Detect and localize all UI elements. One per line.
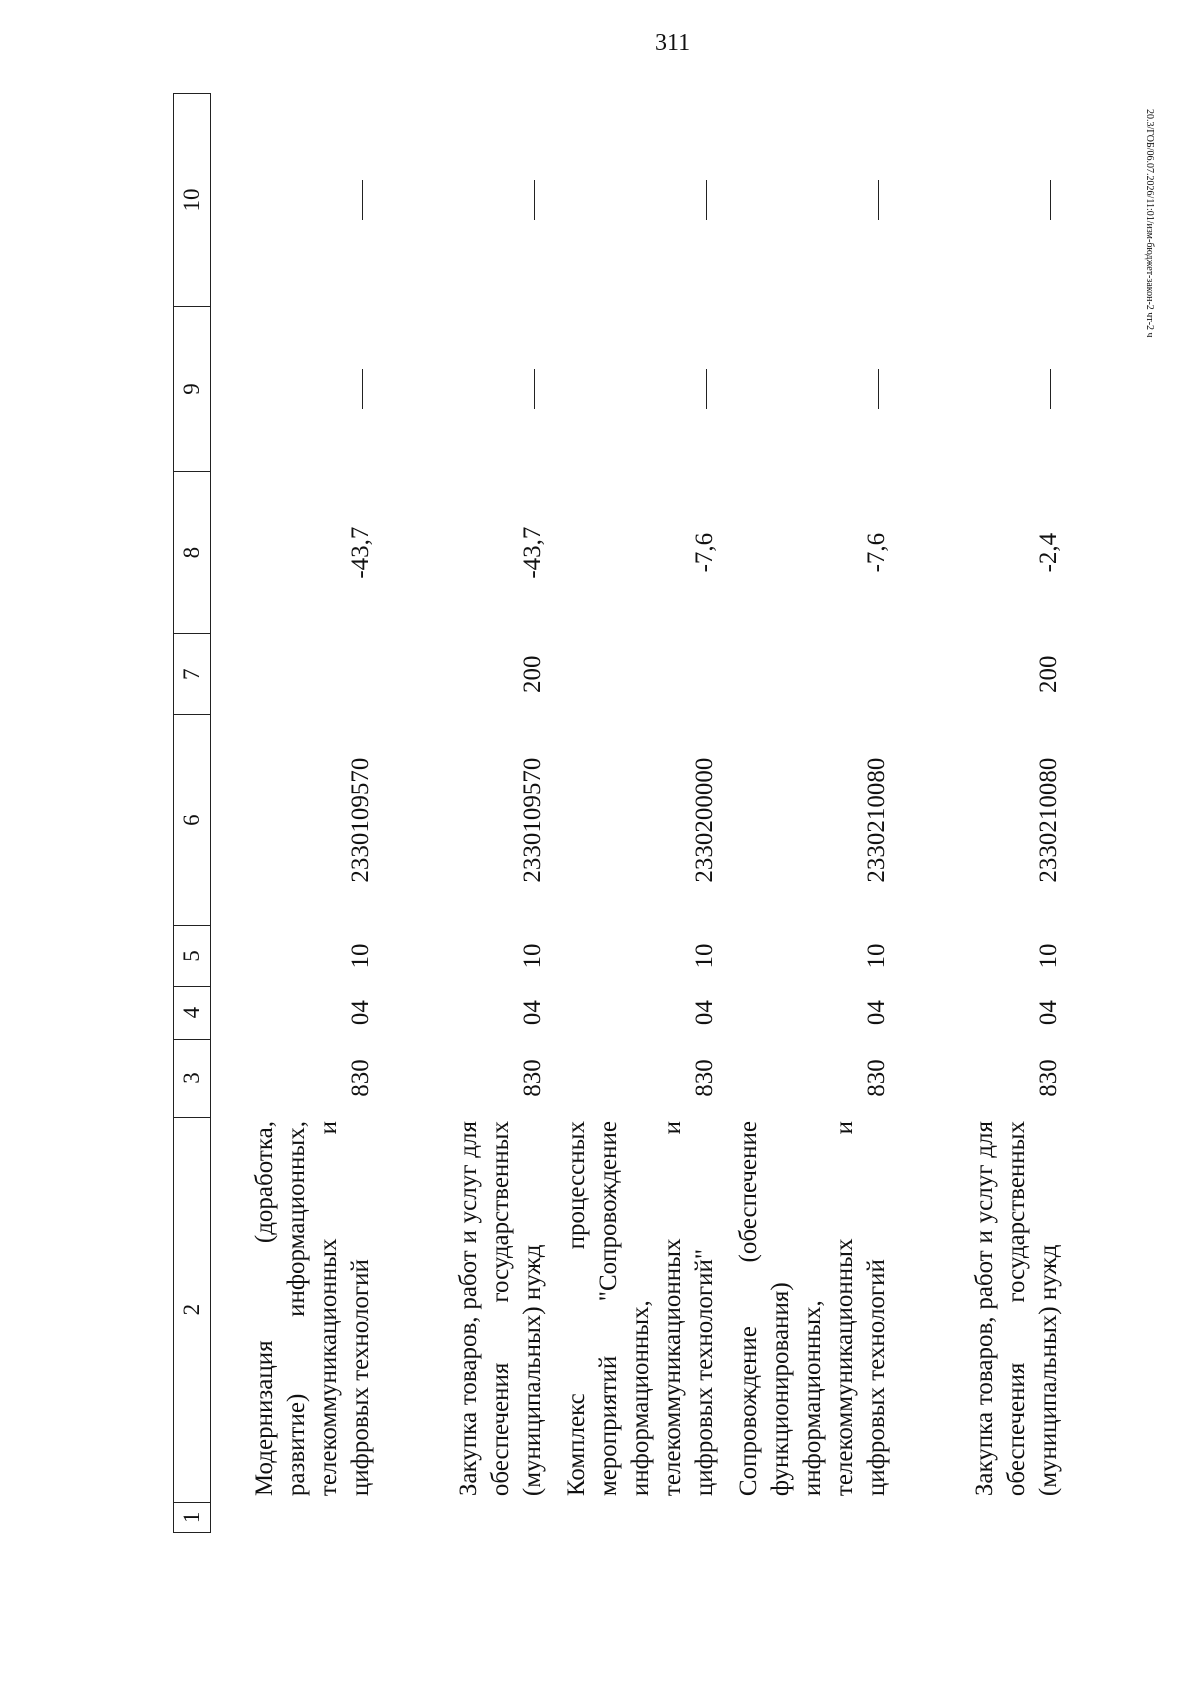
amount: -7,6 <box>863 532 890 573</box>
table-row <box>727 94 899 1533</box>
item-name: Сопровождение (обеспечение функционирования) информационных, телекоммуникационных и цифровых технологий <box>735 1121 890 1497</box>
target-article-code: 2330109570 <box>519 757 546 883</box>
dash-cell <box>727 306 899 471</box>
target-article-code: 2330210080 <box>1035 757 1062 883</box>
item-name: Комплекс процессных мероприятий "Сопровождение информационных, телекоммуникационных и цифровых технологий" <box>563 1121 718 1497</box>
empty-cell <box>383 1502 555 1532</box>
dash-cell <box>383 94 555 307</box>
table-row <box>555 94 727 1533</box>
dash-mark <box>362 369 363 409</box>
budget-table <box>173 93 1071 1533</box>
subsection-code: 10 <box>519 943 546 969</box>
amount: -2,4 <box>1035 532 1062 573</box>
dash-mark <box>362 180 363 220</box>
item-name: Закупка товаров, работ и услуг для обеспечения государственных (муниципальных) нужд <box>455 1121 546 1497</box>
empty-cell <box>211 1502 384 1532</box>
amount: -43,7 <box>347 526 374 579</box>
ministry-code: 830 <box>519 1059 546 1097</box>
dash-cell <box>899 94 1071 307</box>
section-code: 04 <box>691 1000 718 1026</box>
target-article-code: 2330210080 <box>863 757 890 883</box>
section-code: 04 <box>347 1000 374 1026</box>
dash-cell <box>211 94 384 307</box>
dash-mark <box>878 180 879 220</box>
dash-mark <box>534 369 535 409</box>
expense-type-code <box>211 634 384 715</box>
column-header: 1 <box>174 1502 211 1532</box>
ministry-code: 830 <box>1035 1059 1062 1097</box>
document-code: 20.3/ГОБ/06.07.2026/11:01/изм-бюджет-закон-2 чт-2 ч <box>1144 109 1155 338</box>
table-header-row <box>174 94 211 1533</box>
item-name: Модернизация (доработка, развитие) информационных, телекоммуникационных и цифровых технологий <box>251 1121 374 1497</box>
subsection-code: 10 <box>347 943 374 969</box>
empty-cell <box>899 1502 1071 1532</box>
table-row <box>383 94 555 1533</box>
amount: -7,6 <box>691 532 718 573</box>
target-article-code: 2330109570 <box>347 757 374 883</box>
dash-mark <box>878 369 879 409</box>
page-number: 311 <box>655 30 691 56</box>
dash-mark <box>1050 369 1051 409</box>
expense-type-code <box>727 634 899 715</box>
dash-cell <box>383 306 555 471</box>
column-header: 2 <box>174 1117 211 1502</box>
ministry-code: 830 <box>691 1059 718 1097</box>
rotated-table-container <box>173 93 1062 1533</box>
dash-mark <box>706 180 707 220</box>
dash-mark <box>534 180 535 220</box>
column-header: 3 <box>174 1039 211 1117</box>
section-code: 04 <box>863 1000 890 1026</box>
subsection-code: 10 <box>691 943 718 969</box>
amount: -43,7 <box>519 526 546 579</box>
dash-mark <box>1050 180 1051 220</box>
dash-cell <box>899 306 1071 471</box>
column-header: 8 <box>174 472 211 634</box>
expense-type-code <box>555 634 727 715</box>
column-header: 9 <box>174 306 211 471</box>
dash-cell <box>555 306 727 471</box>
section-code: 04 <box>1035 1000 1062 1026</box>
dash-cell <box>555 94 727 307</box>
empty-cell <box>727 1502 899 1532</box>
dash-mark <box>706 369 707 409</box>
empty-cell <box>555 1502 727 1532</box>
dash-cell <box>727 94 899 307</box>
table-row <box>899 94 1071 1533</box>
table-row <box>211 94 384 1533</box>
section-code: 04 <box>519 1000 546 1026</box>
column-header: 4 <box>174 986 211 1039</box>
target-article-code: 2330200000 <box>691 757 718 883</box>
dash-cell <box>211 306 384 471</box>
column-header: 7 <box>174 634 211 715</box>
expense-type-code: 200 <box>519 655 546 693</box>
item-name: Закупка товаров, работ и услуг для обеспечения государственных (муниципальных) нужд <box>971 1121 1062 1497</box>
ministry-code: 830 <box>863 1059 890 1097</box>
column-header: 10 <box>174 94 211 307</box>
subsection-code: 10 <box>863 943 890 969</box>
column-header: 6 <box>174 715 211 926</box>
ministry-code: 830 <box>347 1059 374 1097</box>
expense-type-code: 200 <box>1035 655 1062 693</box>
column-header: 5 <box>174 926 211 987</box>
subsection-code: 10 <box>1035 943 1062 969</box>
